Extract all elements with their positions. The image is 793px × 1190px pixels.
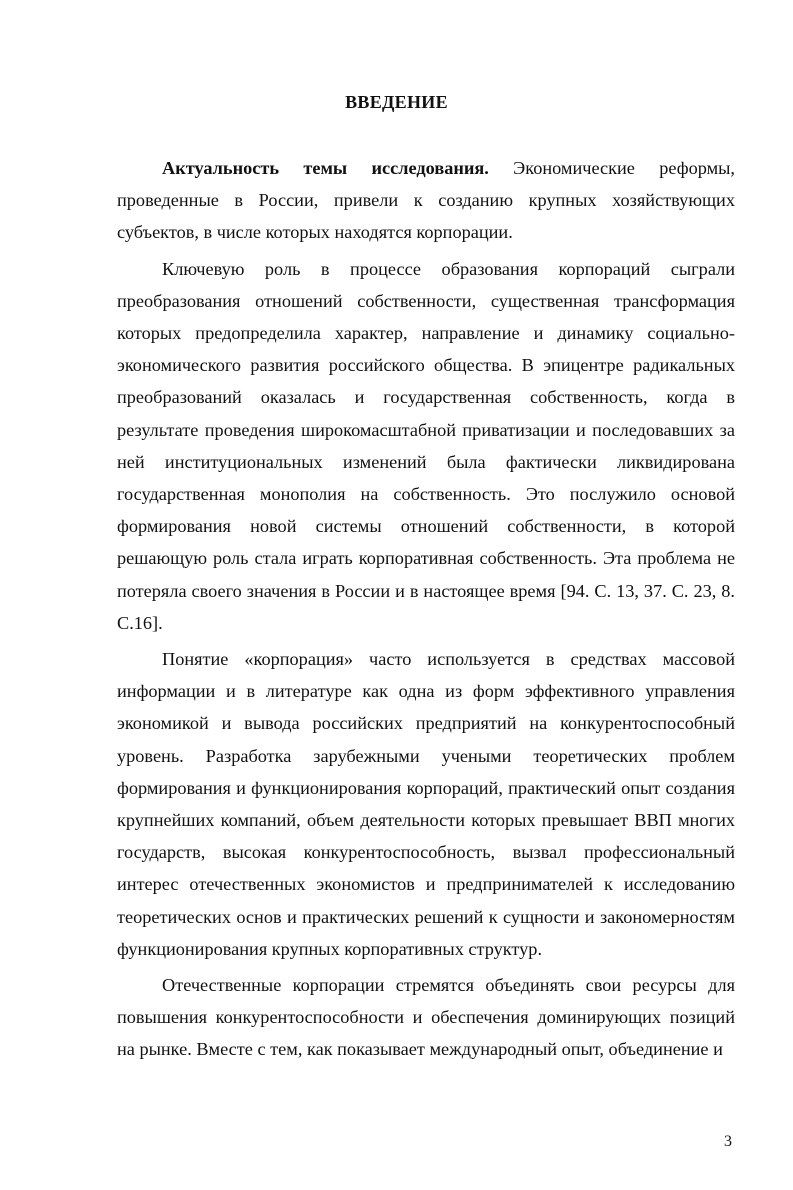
paragraph: Понятие «корпорация» часто используется в средствах массовой информации и в литературе как одна из форм эффективного управления экономикой и вывода российских предприятий на конкурентоспособный уровень. Разработка зарубежными учеными теоретических проблем формирования и функционирования корпораций, практический опыт создания крупнейших компаний, объем деятельности которых превышает ВВП многих государств, высокая конкурентоспособность, вызвал профессиональный интерес отечественных экономистов и предпринимателей к исследованию теоретических основ и практических решений к сущности и закономерностям функционирования крупных корпоративных структур.	[117, 649, 735, 959]
paragraph: Ключевую роль в процессе образования корпораций сыграли преобразования отношений собственности, существенная трансформация которых предопределила характер, направление и динамику социально-экономического развития российского общества. В эпицентре радикальных преобразований оказалась и государственная собственность, когда в результате проведения широкомасштабной приватизации и последовавших за ней институциональных изменений была фактически ликвидирована государственная монополия на собственность. Это послужило основой формирования новой системы отношений собственности, в которой решающую роль стала играть корпоративная собственность. Эта проблема не потеряла своего значения в России и в настоящее время [94. С. 13, 37. С. 23, 8. С.16].	[117, 258, 735, 633]
paragraph: Отечественные корпорации стремятся объединять свои ресурсы для повышения конкурентоспособности и обеспечения доминирующих позиций на рынке. Вместе с тем, как показывает международный опыт, объединение и	[117, 975, 735, 1060]
body-text	[117, 152, 735, 1066]
section-heading: ВВЕДЕНИЕ	[345, 92, 448, 112]
paragraph-lead: Актуальность темы исследования.	[162, 158, 489, 178]
page-number: 3	[724, 1133, 732, 1150]
paragraph-text: Экономические реформы, проведенные в России, привели к созданию крупных хозяйствующих субъектов, в числе которых находятся корпорации.	[117, 158, 735, 243]
paragraph-relevance	[117, 152, 735, 249]
